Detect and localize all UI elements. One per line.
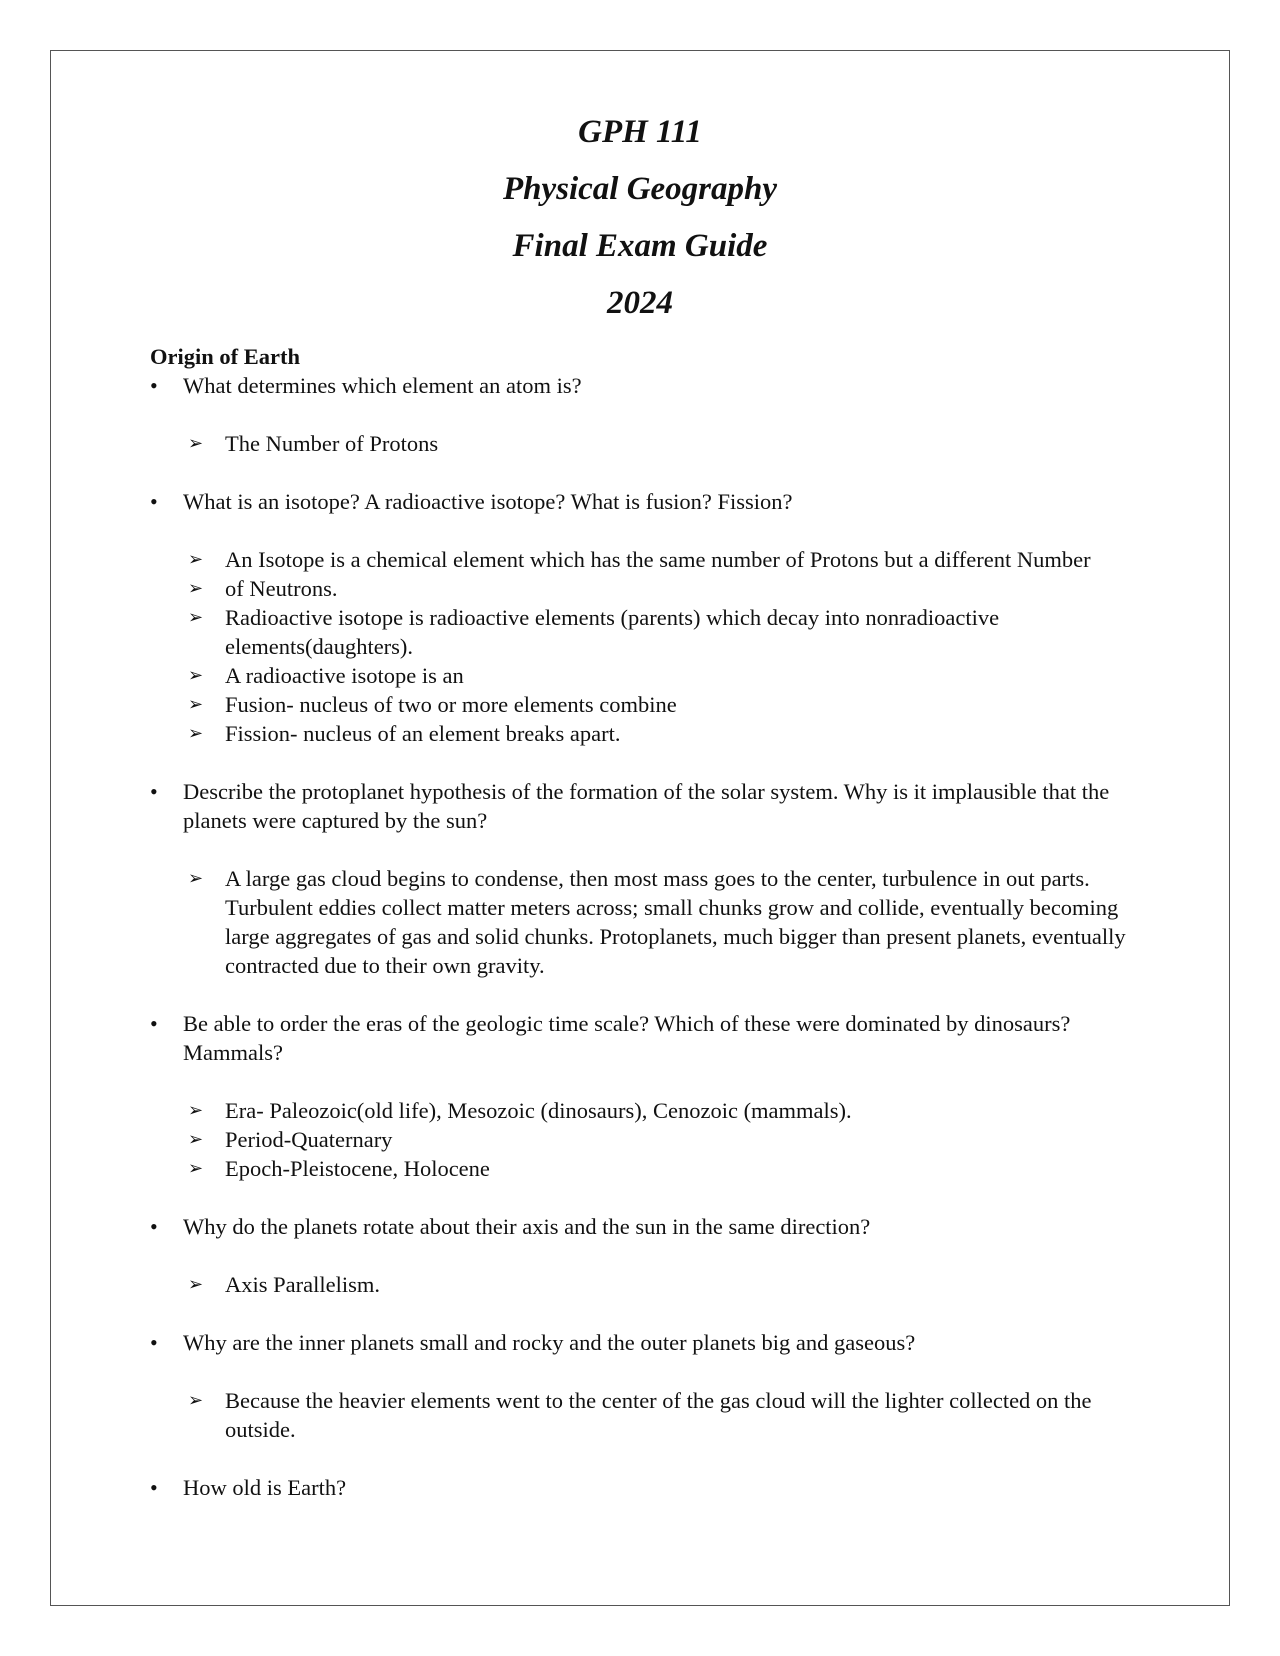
- title-block: [50, 104, 1230, 332]
- answer-item: [150, 545, 1130, 574]
- answer-text: Era- Paleozoic(old life), Mesozoic (dinosaurs), Cenozoic (mammals).: [225, 1098, 852, 1123]
- answer-item: [150, 661, 1130, 690]
- answer-list: [150, 1096, 1130, 1183]
- answer-item: [150, 1154, 1130, 1183]
- question-block: [150, 371, 1130, 487]
- answer-text: Fission- nucleus of an element breaks apart.: [225, 721, 621, 746]
- year: 2024: [607, 285, 673, 321]
- question: [150, 371, 1130, 400]
- answer-item: [150, 1386, 1130, 1444]
- bullet-icon: •: [150, 489, 158, 514]
- document-title: Final Exam Guide: [512, 228, 768, 264]
- question: [150, 1009, 1130, 1067]
- subject-title: Physical Geography: [502, 171, 778, 207]
- question: [150, 777, 1130, 835]
- answer-item: [150, 1125, 1130, 1154]
- question: [150, 1328, 1130, 1357]
- answer-item: [150, 603, 1130, 661]
- bullet-icon: •: [150, 1214, 158, 1239]
- answer-list: [150, 864, 1130, 980]
- question: [150, 1212, 1130, 1241]
- arrow-bullet-icon: ➢: [188, 1274, 204, 1295]
- section-heading: Origin of Earth: [150, 344, 300, 369]
- answer-text: Axis Parallelism.: [225, 1272, 380, 1297]
- answer-list: [150, 1386, 1130, 1444]
- answer-text: Epoch-Pleistocene, Holocene: [225, 1156, 490, 1181]
- bullet-icon: •: [150, 373, 158, 398]
- arrow-bullet-icon: ➢: [188, 665, 204, 686]
- arrow-bullet-icon: ➢: [188, 549, 204, 570]
- answer-item: [150, 864, 1130, 980]
- question-text: What is an isotope? A radioactive isotope? What is fusion? Fission?: [183, 489, 793, 514]
- arrow-bullet-icon: ➢: [188, 1100, 204, 1121]
- answer-text: Period-Quaternary: [225, 1127, 393, 1152]
- question-text: Why are the inner planets small and rocky and the outer planets big and gaseous?: [183, 1330, 916, 1355]
- answer-text: Radioactive isotope is radioactive elements (parents) which decay into nonradioactive elements(daughters).: [225, 605, 1000, 659]
- bullet-icon: •: [150, 1011, 158, 1036]
- answer-list: [150, 429, 1130, 458]
- question-text: Be able to order the eras of the geologic time scale? Which of these were dominated by dinosaurs? Mammals?: [183, 1011, 1071, 1065]
- arrow-bullet-icon: ➢: [188, 607, 204, 628]
- answer-text: Fusion- nucleus of two or more elements combine: [225, 692, 677, 717]
- question-block: [150, 1212, 1130, 1328]
- answer-item: [150, 1096, 1130, 1125]
- question-block: [150, 1009, 1130, 1212]
- answer-item: [150, 574, 1130, 603]
- arrow-bullet-icon: ➢: [188, 694, 204, 715]
- question-block: [150, 777, 1130, 1009]
- bullet-icon: •: [150, 1330, 158, 1355]
- arrow-bullet-icon: ➢: [188, 1158, 204, 1179]
- bullet-icon: •: [150, 779, 158, 804]
- answer-text: An Isotope is a chemical element which has the same number of Protons but a different Number: [225, 547, 1091, 572]
- answer-text: A large gas cloud begins to condense, then most mass goes to the center, turbulence in out parts. Turbulent eddies collect matter meters across; small chunks grow and collide, eventually becoming large aggregates of gas and solid chunks. Protoplanets, much bigger than present planets, eventually contracted due to their own gravity.: [225, 866, 1126, 978]
- arrow-bullet-icon: ➢: [188, 433, 204, 454]
- answer-text: A radioactive isotope is an: [225, 663, 464, 688]
- question-text: Why do the planets rotate about their axis and the sun in the same direction?: [183, 1214, 871, 1239]
- arrow-bullet-icon: ➢: [188, 1129, 204, 1150]
- question-block: [150, 487, 1130, 777]
- arrow-bullet-icon: ➢: [188, 1390, 204, 1411]
- arrow-bullet-icon: ➢: [188, 578, 204, 599]
- question-block: [150, 1328, 1130, 1473]
- answer-text: The Number of Protons: [225, 431, 439, 456]
- answer-text: of Neutrons.: [225, 576, 338, 601]
- answer-text: Because the heavier elements went to the center of the gas cloud will the lighter collected on the outside.: [225, 1388, 1092, 1442]
- answer-list: [150, 1270, 1130, 1299]
- answer-item: [150, 1270, 1130, 1299]
- answer-item: [150, 719, 1130, 748]
- content: [150, 342, 1130, 1502]
- arrow-bullet-icon: ➢: [188, 723, 204, 744]
- answer-list: [150, 545, 1130, 748]
- answer-item: [150, 429, 1130, 458]
- question-text: What determines which element an atom is?: [183, 373, 582, 398]
- question: [150, 1473, 1130, 1502]
- question: [150, 487, 1130, 516]
- question-block: [150, 1473, 1130, 1502]
- answer-item: [150, 690, 1130, 719]
- question-text: How old is Earth?: [183, 1475, 347, 1500]
- bullet-icon: •: [150, 1475, 158, 1500]
- course-code: GPH 111: [578, 114, 702, 150]
- question-text: Describe the protoplanet hypothesis of the formation of the solar system. Why is it implausible that the planets were captured by the sun?: [183, 779, 1110, 833]
- arrow-bullet-icon: ➢: [188, 868, 204, 889]
